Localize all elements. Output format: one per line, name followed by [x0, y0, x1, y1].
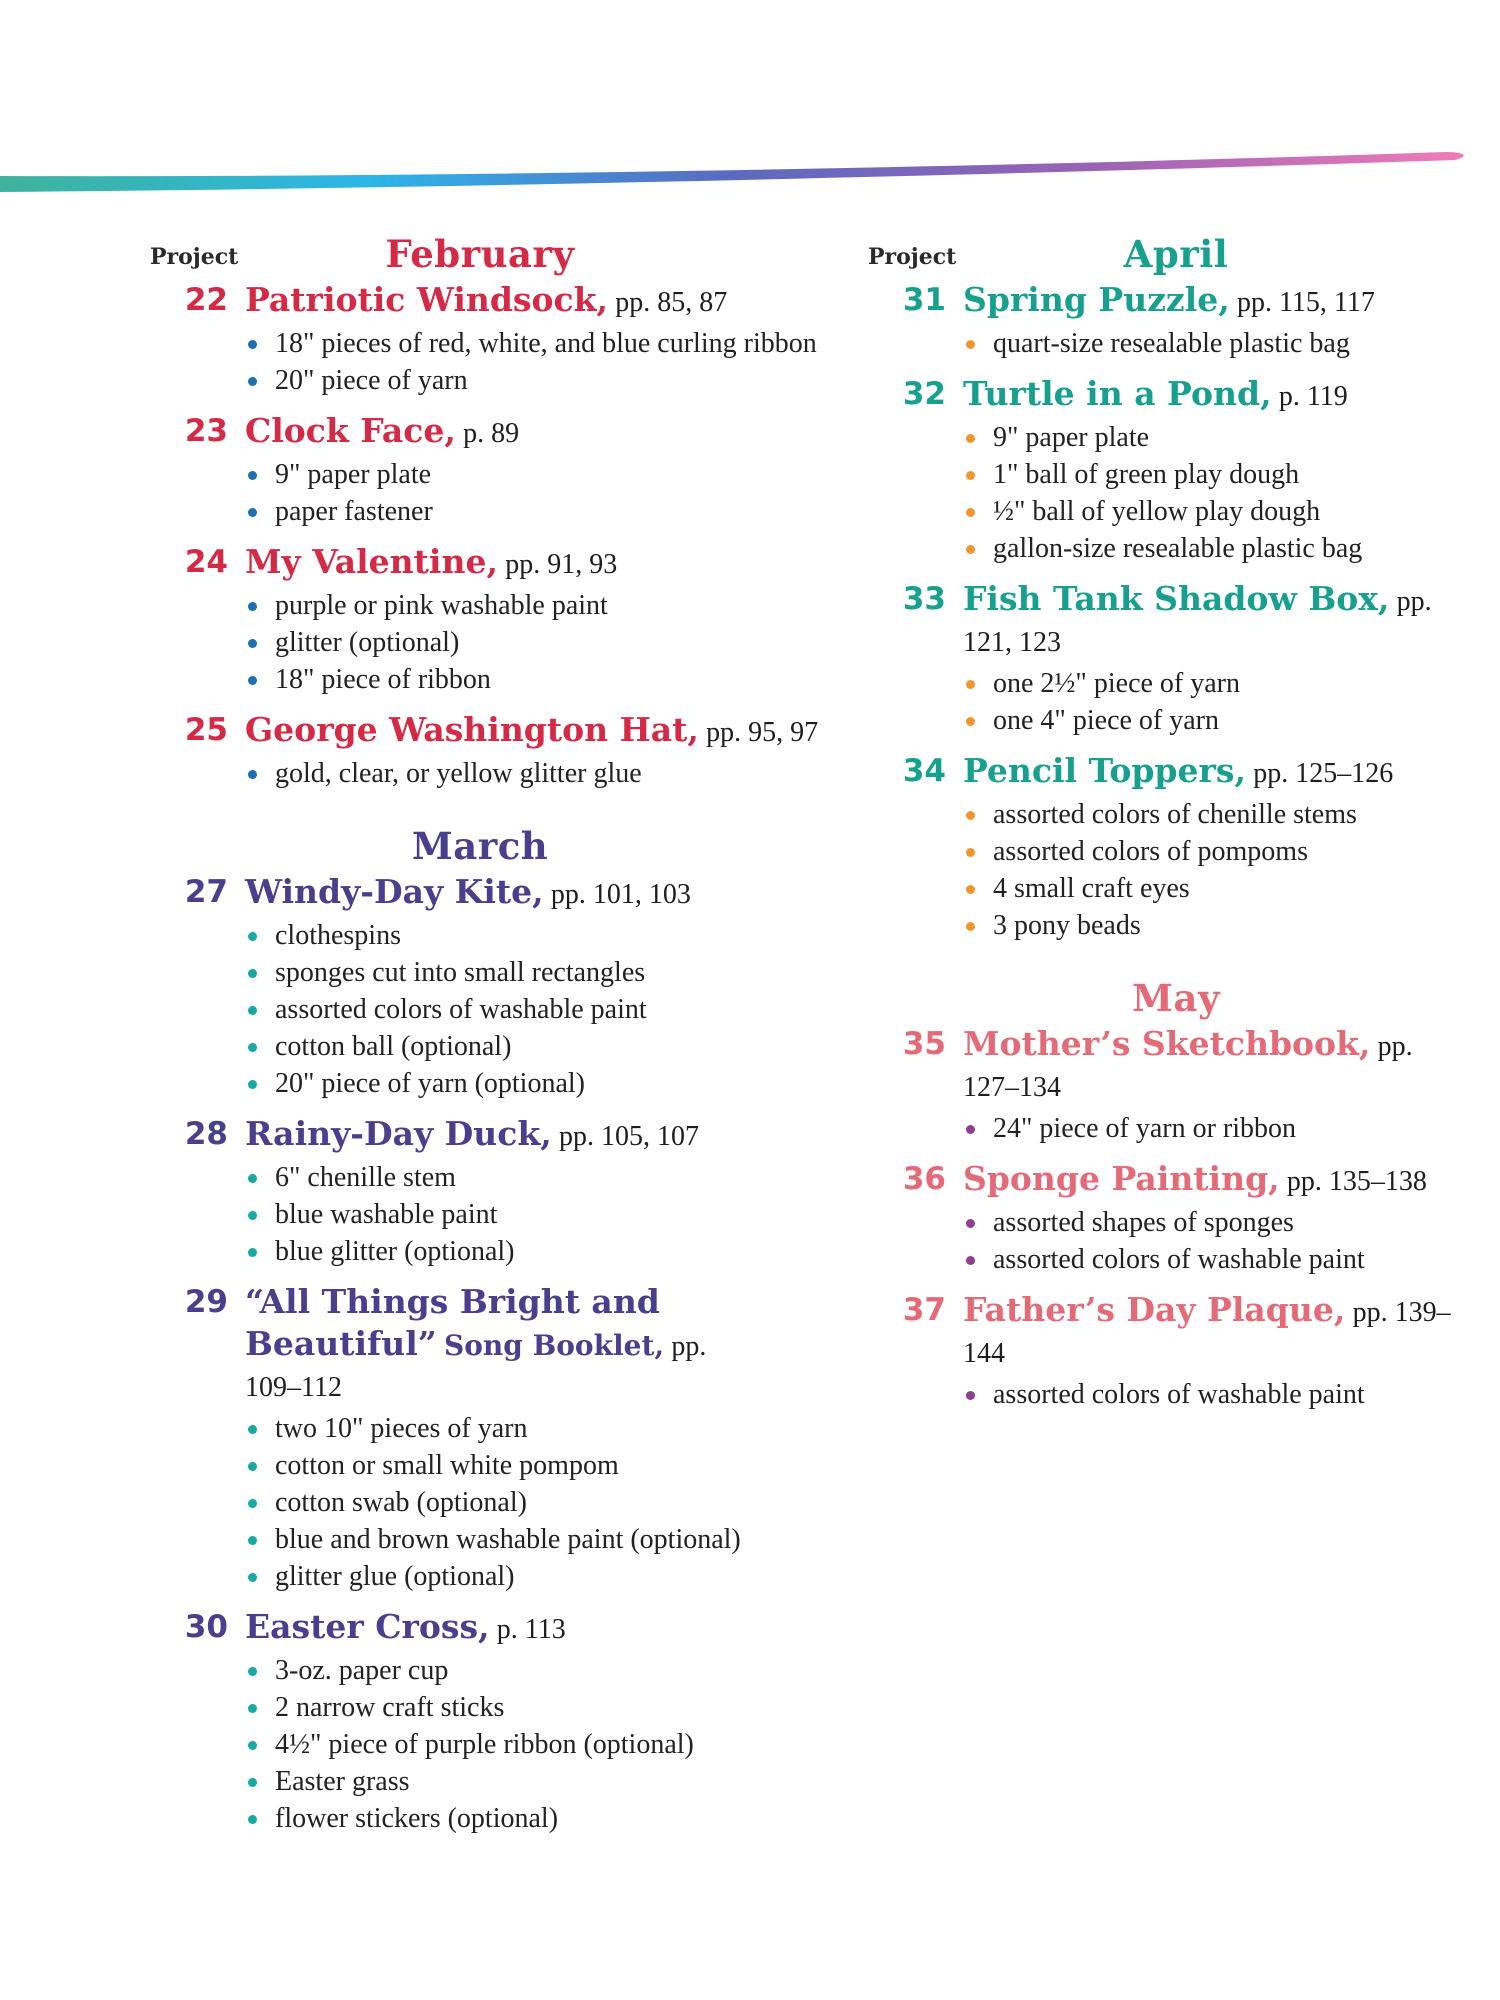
supply-item: 2 narrow craft sticks [275, 1691, 830, 1724]
project-pages: p. 89 [463, 418, 520, 449]
project-entry [868, 1290, 1468, 1411]
project-entry [150, 1114, 830, 1268]
supply-item: glitter (optional) [275, 626, 830, 659]
supply-item: 3 pony beads [993, 909, 1468, 942]
supply-item: assorted colors of chenille stems [993, 798, 1468, 831]
supply-item: clothespins [275, 919, 830, 952]
project-pages: pp. 125–126 [1253, 758, 1394, 789]
project-number: 28 [184, 1116, 228, 1152]
project-number: 30 [184, 1609, 228, 1645]
month-march [150, 824, 830, 1835]
project-title: Father’s Day Plaque, [963, 1290, 1346, 1329]
right-column [868, 232, 1468, 1425]
supply-item: 6" chenille stem [275, 1161, 830, 1194]
supply-item: purple or pink washable paint [275, 589, 830, 622]
supply-item: 9" paper plate [275, 458, 830, 491]
supply-item: Easter grass [275, 1765, 830, 1798]
project-entry [868, 579, 1468, 737]
project-title: My Valentine, [245, 542, 498, 581]
supply-item: 3-oz. paper cup [275, 1654, 830, 1687]
project-entry [868, 1024, 1468, 1145]
supply-item: cotton swab (optional) [275, 1486, 830, 1519]
project-pages: pp. 85, 87 [615, 287, 728, 318]
project-column-label: Project [868, 244, 957, 270]
project-entry [868, 1159, 1468, 1276]
month-title: May [1132, 976, 1220, 1020]
project-pages: pp. 109–112 [245, 1331, 707, 1403]
supply-item: blue and brown washable paint (optional) [275, 1523, 830, 1556]
project-entry [150, 542, 830, 696]
supply-item: sponges cut into small rectangles [275, 956, 830, 989]
supply-item: assorted colors of pompoms [993, 835, 1468, 868]
project-number: 27 [184, 874, 228, 910]
supply-item: one 2½" piece of yarn [993, 667, 1468, 700]
project-number: 25 [184, 712, 228, 748]
project-number: 29 [184, 1284, 228, 1320]
project-pages: p. 113 [496, 1614, 566, 1645]
project-pages: pp. 105, 107 [558, 1121, 699, 1152]
project-pages: pp. 121, 123 [963, 586, 1432, 658]
supply-item: cotton ball (optional) [275, 1030, 830, 1063]
project-pages: pp. 139–144 [963, 1297, 1451, 1369]
project-title: Clock Face, [245, 411, 456, 450]
supply-item: 1" ball of green play dough [993, 458, 1468, 491]
supply-item: flower stickers (optional) [275, 1802, 830, 1835]
project-title: George Washington Hat, [245, 710, 699, 749]
project-pages: pp. 115, 117 [1236, 287, 1375, 318]
supply-item: quart-size resealable plastic bag [993, 327, 1468, 360]
project-number: 24 [184, 544, 228, 580]
project-title: Turtle in a Pond, [963, 374, 1272, 413]
supply-item: paper fastener [275, 495, 830, 528]
supply-item: 4½" piece of purple ribbon (optional) [275, 1728, 830, 1761]
project-entry [150, 872, 830, 1100]
supply-item: blue washable paint [275, 1198, 830, 1231]
project-number: 34 [902, 753, 946, 789]
month-april [868, 232, 1468, 942]
project-title: Fish Tank Shadow Box, [963, 579, 1390, 618]
supply-item: assorted colors of washable paint [275, 993, 830, 1026]
project-title: Patriotic Windsock, [245, 280, 608, 319]
supply-item: cotton or small white pompom [275, 1449, 830, 1482]
project-title: Easter Cross, [245, 1607, 490, 1646]
project-number: 37 [902, 1292, 946, 1328]
supply-item: 4 small craft eyes [993, 872, 1468, 905]
project-title: Sponge Painting, [963, 1159, 1280, 1198]
project-entry [150, 710, 830, 790]
project-entry [150, 1282, 830, 1593]
project-pages: pp. 95, 97 [706, 717, 819, 748]
supply-item: 9" paper plate [993, 421, 1468, 454]
project-entry [150, 1607, 830, 1835]
project-pages: pp. 101, 103 [550, 879, 691, 910]
project-column-label: Project [150, 244, 239, 270]
project-pages: pp. 127–134 [963, 1031, 1413, 1103]
project-entry [868, 374, 1468, 565]
supply-item: 18" pieces of red, white, and blue curling ribbon [275, 327, 830, 360]
project-number: 32 [902, 376, 946, 412]
supply-item: 20" piece of yarn (optional) [275, 1067, 830, 1100]
project-number: 23 [184, 413, 228, 449]
month-title: April [1123, 232, 1229, 276]
project-number: 36 [902, 1161, 946, 1197]
supply-item: blue glitter (optional) [275, 1235, 830, 1268]
project-pages: pp. 135–138 [1286, 1166, 1427, 1197]
project-pages: p. 119 [1278, 381, 1348, 412]
header-swoosh-decoration [0, 130, 1500, 210]
supply-item: 20" piece of yarn [275, 364, 830, 397]
month-title: March [411, 824, 549, 868]
supply-item: assorted colors of washable paint [993, 1378, 1468, 1411]
supply-item: one 4" piece of yarn [993, 704, 1468, 737]
project-title: Windy-Day Kite, [245, 872, 544, 911]
month-title: February [385, 232, 575, 276]
project-entry [868, 751, 1468, 942]
supply-item: gold, clear, or yellow glitter glue [275, 757, 830, 790]
supply-item: ½" ball of yellow play dough [993, 495, 1468, 528]
project-entry [150, 280, 830, 397]
project-title: Spring Puzzle, [963, 280, 1230, 319]
project-number: 33 [902, 581, 946, 617]
month-february [150, 232, 830, 790]
project-title: Pencil Toppers, [963, 751, 1246, 790]
project-number: 31 [902, 282, 946, 318]
left-column [150, 232, 830, 1849]
project-entry [150, 411, 830, 528]
month-may [868, 976, 1468, 1411]
project-entry [868, 280, 1468, 360]
supply-item: assorted colors of washable paint [993, 1243, 1468, 1276]
supply-item: assorted shapes of sponges [993, 1206, 1468, 1239]
project-pages: pp. 91, 93 [505, 549, 618, 580]
project-number: 22 [184, 282, 228, 318]
project-title-suffix: Song Booklet, [444, 1329, 665, 1362]
project-title: Rainy-Day Duck, [245, 1114, 552, 1153]
supply-item: two 10" pieces of yarn [275, 1412, 830, 1445]
project-number: 35 [902, 1026, 946, 1062]
project-title: “All Things Bright and Beautiful” [245, 1282, 660, 1363]
supply-item: 24" piece of yarn or ribbon [993, 1112, 1468, 1145]
supply-item: 18" piece of ribbon [275, 663, 830, 696]
supply-item: gallon-size resealable plastic bag [993, 532, 1468, 565]
project-title: Mother’s Sketchbook, [963, 1024, 1371, 1063]
supply-item: glitter glue (optional) [275, 1560, 830, 1593]
